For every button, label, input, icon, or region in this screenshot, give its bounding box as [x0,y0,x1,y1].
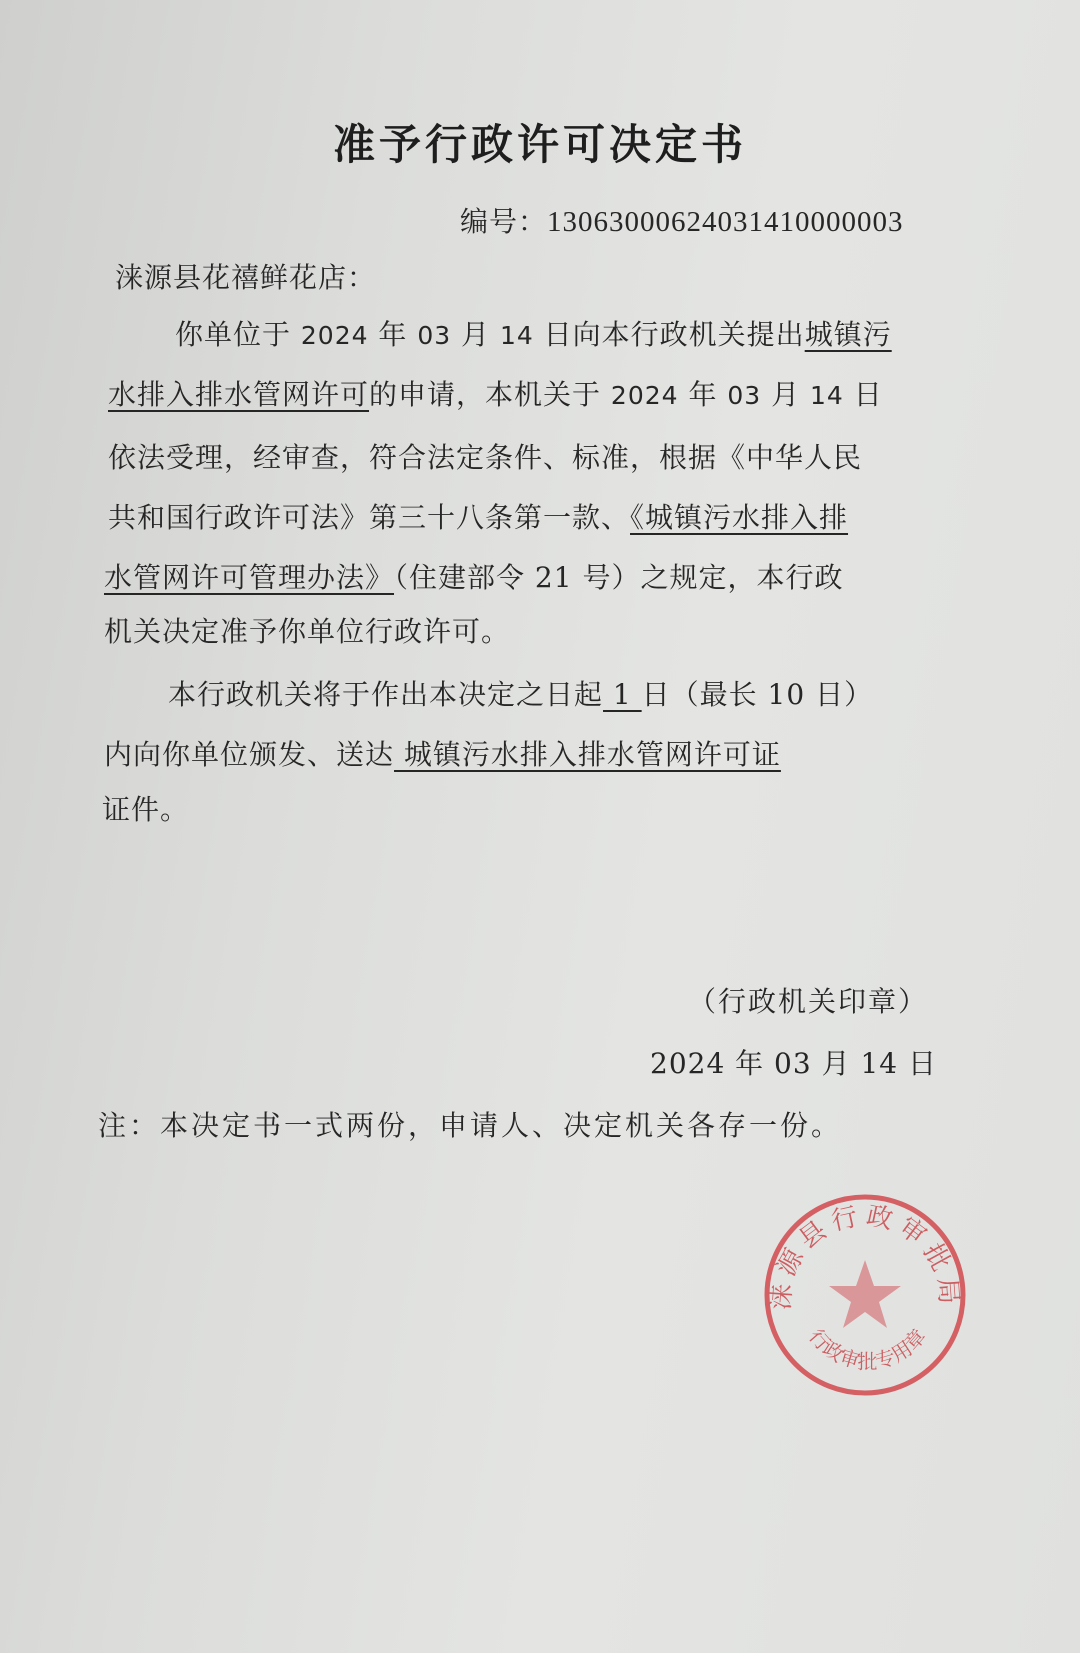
body-line [175,315,892,355]
body-line [104,558,843,598]
doc-no-label: 编号： [460,205,548,238]
star-icon [829,1260,901,1328]
document-number [460,200,904,240]
text-segment: （住建部令 21 号）之规定，本行政 [394,561,844,594]
body-line [108,438,862,478]
note: 注：本决定书一式两份，申请人、决定机关各存一份。 [98,1109,843,1142]
text-segment: 你单位于 [175,318,301,351]
text-segment: 年 [368,318,418,351]
underlined-text: 水管网许可管理办法》 [104,561,395,594]
doc-no-value: 13063000624031410000003 [547,206,904,238]
text-segment: 月 [451,318,500,351]
text-segment: 日向本行政机关提出 [533,318,805,351]
body-line [104,735,781,775]
text-segment: 机关决定准予你单位行政许可。 [104,615,511,648]
svg-text:行政审批专用章 [804,1324,931,1373]
text-segment: 03 [727,381,762,410]
issue-date: 2024 年 03 月 14 日 [650,1047,938,1080]
text-segment: 涞源县花禧鲜花店： [115,261,377,294]
text-segment: 内向你单位颁发、送达 [104,738,395,771]
text-segment: 年 [678,378,728,411]
body-line [108,375,883,415]
text-segment: 本行政机关将于作出本决定之日起 [168,678,604,711]
underlined-text: 水排入排水管网许可 [108,378,370,411]
underlined-text: 城镇污 [804,318,892,351]
text-segment: 依法受理，经审查，符合法定条件、标准，根据《中华人民 [108,441,863,474]
underlined-text: 《城镇污水排入排 [630,501,849,534]
underlined-text: 1 [603,678,642,711]
text-segment: 日（最长 10 日） [641,678,874,711]
body-line [108,498,848,538]
document-title: 准予行政许可决定书 [332,120,747,169]
body-line [104,612,510,652]
underlined-text: 城镇污水排入排水管网许可证 [394,738,781,771]
seal-label: （行政机关印章） [688,985,929,1018]
text-segment: 03 [417,321,452,350]
text-segment: 共和国行政许可法》第三十八条第一款、 [108,501,631,534]
text-segment: 月 [761,378,810,411]
text-segment: 14 [809,381,844,410]
text-segment: 2024 [300,321,369,350]
text-segment: 证件。 [102,793,190,826]
text-segment: 2024 [610,381,679,410]
text-segment: 14 [499,321,534,350]
body-line [102,790,189,830]
body-line [168,675,873,715]
text-segment: 日 [843,378,883,411]
body-line [115,258,376,298]
stamp-bottom-text: 行政审批专用章 [804,1324,931,1374]
stamp-top-text: 涞源县行政审批局 [766,1200,964,1312]
text-segment: 的申请，本机关于 [369,378,611,411]
official-seal-stamp [760,1190,970,1400]
